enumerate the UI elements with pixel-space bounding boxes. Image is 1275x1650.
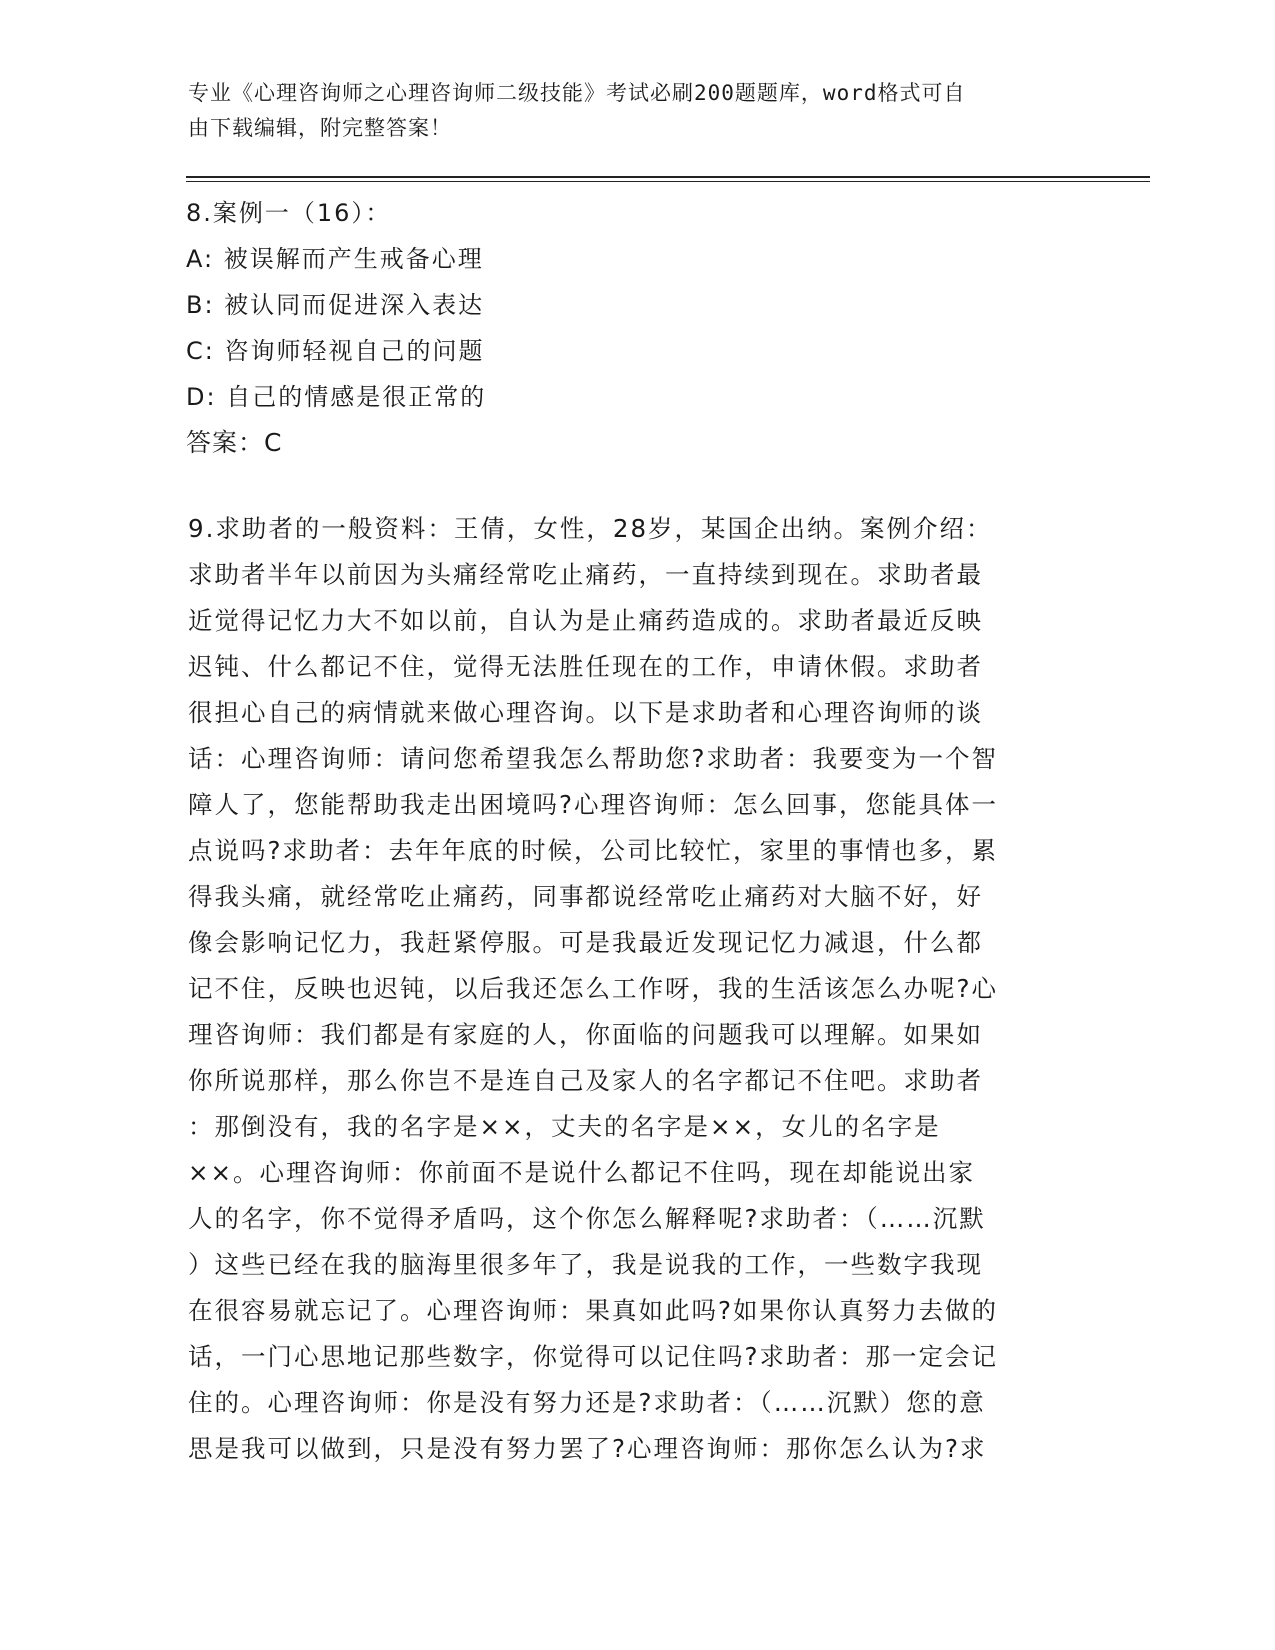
question-line: 像会影响记忆力，我赶紧停服。可是我最近发现记忆力减退，什么都 [188,928,983,957]
question-line: 障人了，您能帮助我走出困境吗?心理咨询师：怎么回事，您能具体一 [188,790,999,819]
question-line: ：那倒没有，我的名字是××，丈夫的名字是××，女儿的名字是 [188,1112,941,1141]
page-header [188,76,1068,146]
question-line: 住的。心理咨询师：你是没有努力还是?求助者：（……沉默）您的意 [188,1388,986,1417]
question-line: 理咨询师：我们都是有家庭的人，你面临的问题我可以理解。如果如 [188,1020,983,1049]
answer: 答案：C [186,428,283,457]
option-b: B: 被认同而促进深入表达 [186,291,485,319]
question-line: 你所说那样，那么你岂不是连自己及家人的名字都记不住吧。求助者 [188,1066,983,1095]
header-divider [186,176,1150,178]
header-line: 专业《心理咨询师之心理咨询师二级技能》考试必刷200题题库，word格式可自 [188,81,966,105]
question-line: 求助者半年以前因为头痛经常吃止痛药，一直持续到现在。求助者最 [188,560,983,589]
question-line: ）这些已经在我的脑海里很多年了，我是说我的工作，一些数字我现 [188,1250,983,1279]
question-line: 记不住，反映也迟钝，以后我还怎么工作呀，我的生活该怎么办呢?心 [188,974,999,1003]
option-a: A: 被误解而产生戒备心理 [186,245,484,273]
question-line: 话，一门心思地记那些数字，你觉得可以记住吗?求助者：那一定会记 [188,1342,999,1371]
header-line: 由下载编辑，附完整答案！ [188,116,452,140]
question-line: 点说吗?求助者：去年年底的时候，公司比较忙，家里的事情也多，累 [188,836,999,865]
question-line: 话：心理咨询师：请问您希望我怎么帮助您?求助者：我要变为一个智 [188,744,999,773]
question-line: ××。心理咨询师：你前面不是说什么都记不住吗，现在却能说出家 [188,1158,976,1187]
question-line: 9.求助者的一般资料：王倩，女性，28岁，某国企出纳。案例介绍： [188,514,993,543]
option-c: C: 咨询师轻视自己的问题 [186,337,485,365]
option-d: D: 自己的情感是很正常的 [186,383,487,411]
question-9 [188,506,1068,1472]
question-line: 思是我可以做到，只是没有努力罢了?心理咨询师：那你怎么认为?求 [188,1434,987,1463]
question-8 [186,190,1066,466]
question-line: 人的名字，你不觉得矛盾吗，这个你怎么解释呢?求助者：（……沉默 [188,1204,986,1233]
question-line: 得我头痛，就经常吃止痛药，同事都说经常吃止痛药对大脑不好，好 [188,882,983,911]
question-line: 近觉得记忆力大不如以前，自认为是止痛药造成的。求助者最近反映 [188,606,983,635]
question-title: 8.案例一（16）： [186,199,392,227]
question-line: 在很容易就忘记了。心理咨询师：果真如此吗?如果你认真努力去做的 [188,1296,999,1325]
header-divider-thin [186,181,1150,182]
question-line: 很担心自己的病情就来做心理咨询。以下是求助者和心理咨询师的谈 [188,698,983,727]
question-line: 迟钝、什么都记不住，觉得无法胜任现在的工作，申请休假。求助者 [188,652,983,681]
